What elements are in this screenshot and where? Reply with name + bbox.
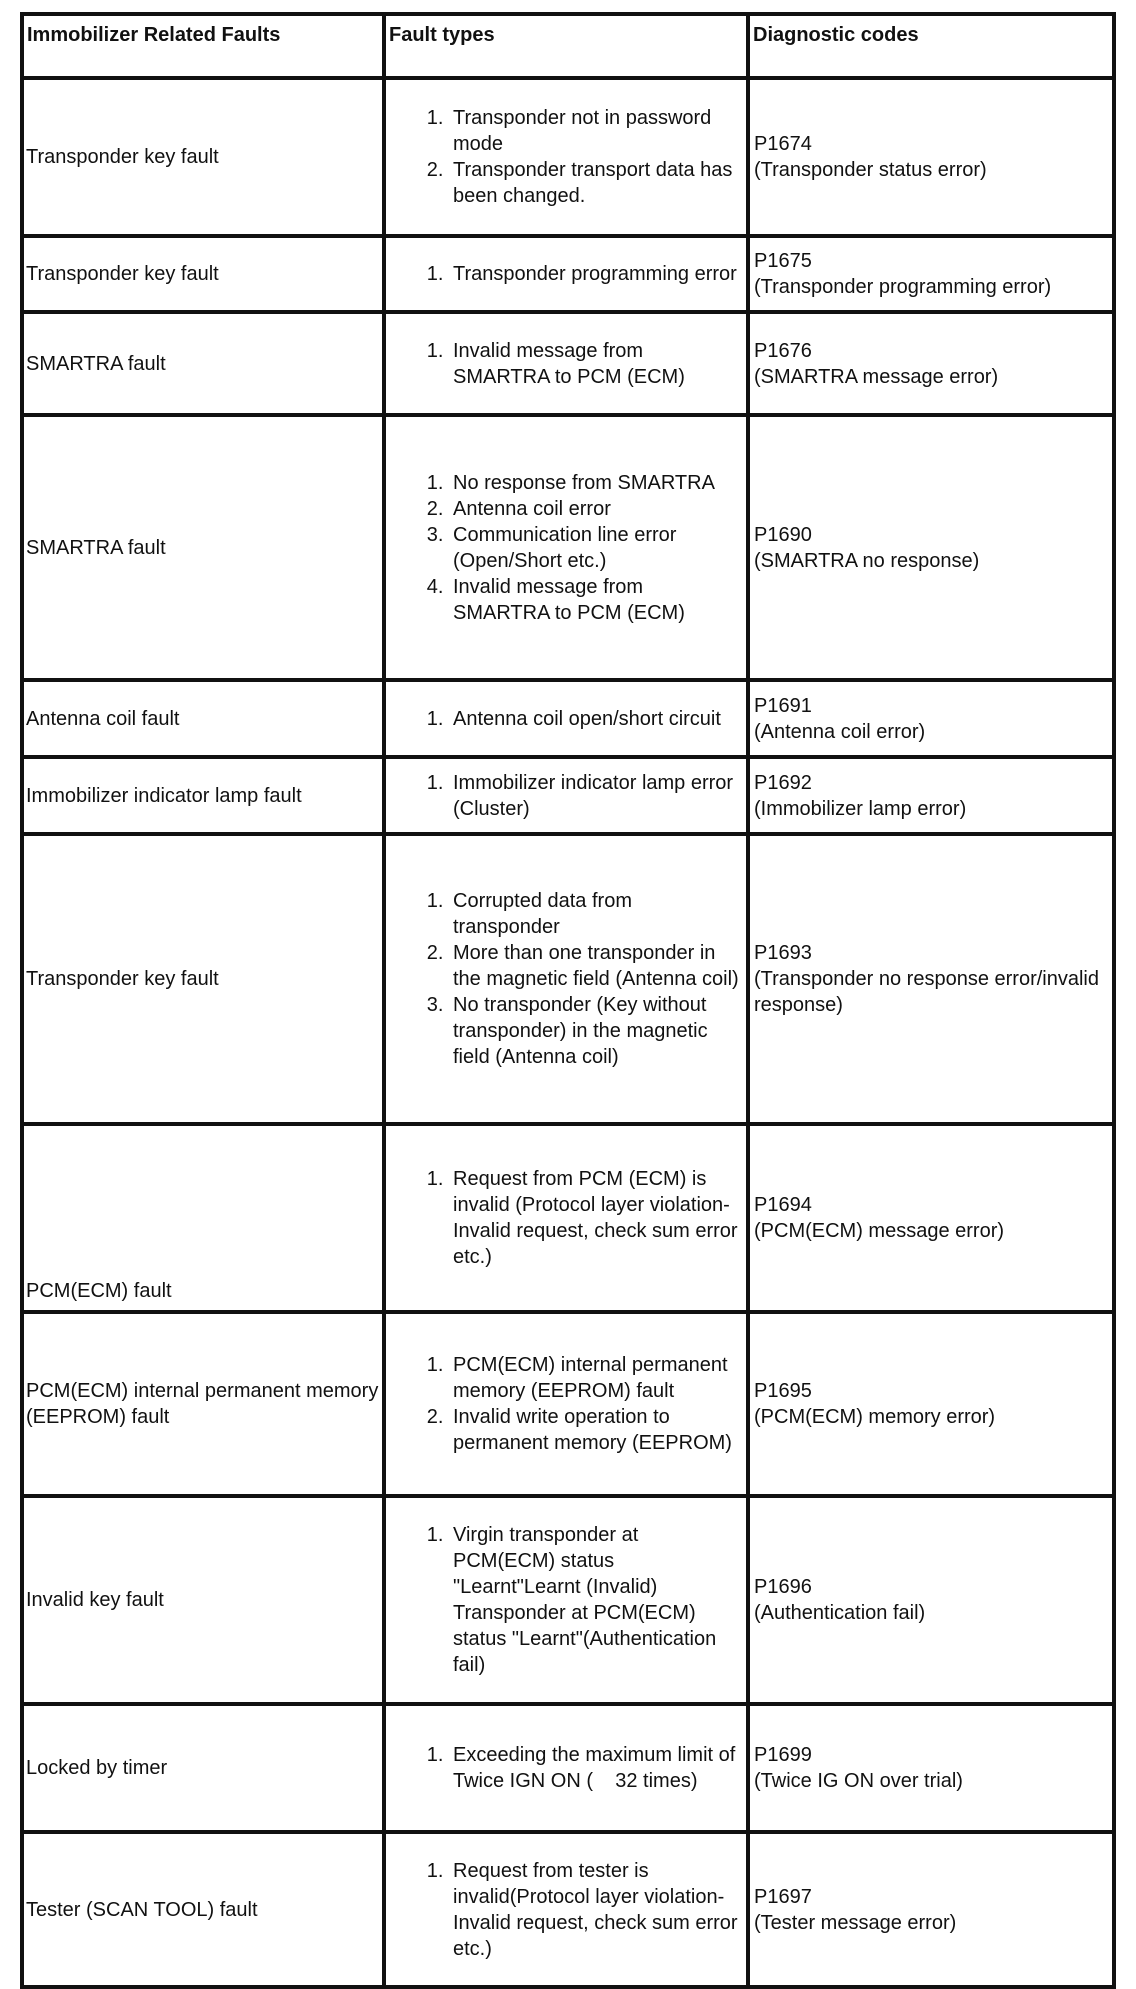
- code-description: (Transponder programming error): [754, 276, 1052, 298]
- code-value: P1699: [754, 1744, 812, 1766]
- table-row: [22, 415, 1114, 680]
- code-description: (SMARTRA no response): [754, 549, 980, 572]
- fault-type-item: 1. Request from tester is invalid(Protocol layer violation- Invalid request, check sum error etc.): [449, 1858, 743, 1962]
- fault-name: Invalid key fault: [22, 1496, 384, 1704]
- fault-type-item: 4. Invalid message from SMARTRA to PCM (ECM): [449, 574, 743, 626]
- code-value: P1690: [754, 523, 812, 546]
- code-description: (SMARTRA message error): [754, 365, 999, 388]
- fault-types: [384, 1832, 748, 1987]
- code-description: (Immobilizer lamp error): [754, 797, 967, 820]
- table-row: [22, 834, 1114, 1124]
- diagnostic-code: [748, 834, 1114, 1124]
- code-value: P1696: [754, 1576, 812, 1598]
- header-fault-types: Fault types: [384, 14, 748, 78]
- table-row: [22, 757, 1114, 834]
- fault-name: Transponder key fault: [22, 834, 384, 1124]
- code-value: P1693: [754, 942, 812, 964]
- code-value: P1695: [754, 1380, 812, 1402]
- diagnostic-code: [748, 415, 1114, 680]
- code-description: (Antenna coil error): [754, 720, 926, 743]
- code-value: P1692: [754, 771, 812, 794]
- fault-types: [384, 1704, 748, 1832]
- fault-name: Transponder key fault: [22, 78, 384, 236]
- table-row: [22, 1704, 1114, 1832]
- header-faults: Immobilizer Related Faults: [22, 14, 384, 78]
- diagnostic-code: [748, 680, 1114, 757]
- fault-types: [384, 415, 748, 680]
- fault-types: [384, 312, 748, 415]
- fault-name: SMARTRA fault: [22, 415, 384, 680]
- fault-type-item: 1. Virgin transponder at PCM(ECM) status "Learnt"Learnt (Invalid) Transponder at PCM(ECM) status "Learnt"(Authentication fail): [449, 1522, 743, 1678]
- table-row: [22, 1124, 1114, 1312]
- fault-type-item: 1. Antenna coil open/short circuit: [449, 706, 743, 732]
- table-row: [22, 680, 1114, 757]
- fault-name: PCM(ECM) fault: [22, 1124, 384, 1312]
- fault-type-item: 1. Transponder not in password mode: [449, 105, 743, 157]
- fault-type-item: 2. Antenna coil error: [449, 496, 743, 522]
- fault-name: PCM(ECM) internal permanent memory (EEPROM) fault: [22, 1312, 384, 1496]
- fault-name: Transponder key fault: [22, 236, 384, 312]
- fault-types: [384, 78, 748, 236]
- fault-types: [384, 1312, 748, 1496]
- code-value: P1691: [754, 694, 812, 717]
- code-description: (PCM(ECM) memory error): [754, 1406, 996, 1428]
- code-description: (Authentication fail): [754, 1602, 926, 1624]
- fault-type-item: 1. Invalid message from SMARTRA to PCM (ECM): [449, 338, 743, 390]
- fault-type-item: 3. No transponder (Key without transponder) in the magnetic field (Antenna coil): [449, 992, 743, 1070]
- fault-types: [384, 1124, 748, 1312]
- table-row: [22, 1832, 1114, 1987]
- fault-types: [384, 834, 748, 1124]
- diagnostic-code: [748, 757, 1114, 834]
- code-value: P1675: [754, 250, 812, 272]
- fault-name: Antenna coil fault: [22, 680, 384, 757]
- diagnostic-code: [748, 1124, 1114, 1312]
- fault-type-item: 1. No response from SMARTRA: [449, 470, 743, 496]
- diagnostic-code: [748, 236, 1114, 312]
- code-description: (Transponder no response error/invalid response): [754, 968, 1099, 1016]
- code-value: P1674: [754, 133, 812, 155]
- header-row: [22, 14, 1114, 78]
- fault-types: [384, 757, 748, 834]
- code-value: P1697: [754, 1885, 812, 1908]
- fault-type-item: 2. Invalid write operation to permanent memory (EEPROM): [449, 1404, 743, 1456]
- code-description: (Twice IG ON over trial): [754, 1770, 963, 1792]
- immobilizer-fault-table: [20, 12, 1116, 1989]
- fault-type-item: 1. Exceeding the maximum limit of Twice IGN ON ( 32 times): [449, 1742, 743, 1794]
- fault-type-item: 2. Transponder transport data has been changed.: [449, 157, 743, 209]
- diagnostic-code: [748, 312, 1114, 415]
- code-value: P1694: [754, 1194, 812, 1216]
- diagnostic-code: [748, 1832, 1114, 1987]
- diagnostic-code: [748, 1312, 1114, 1496]
- fault-type-item: 1. Immobilizer indicator lamp error (Cluster): [449, 770, 743, 822]
- fault-types: [384, 680, 748, 757]
- code-description: (PCM(ECM) message error): [754, 1220, 1005, 1242]
- fault-type-item: 2. More than one transponder in the magnetic field (Antenna coil): [449, 940, 743, 992]
- code-description: (Tester message error): [754, 1911, 957, 1934]
- table-row: [22, 236, 1114, 312]
- diagnostic-code: [748, 1496, 1114, 1704]
- header-diagnostic-codes: Diagnostic codes: [748, 14, 1114, 78]
- fault-type-item: 1. Request from PCM (ECM) is invalid (Protocol layer violation- Invalid request, check sum error etc.): [449, 1166, 743, 1270]
- fault-name: Immobilizer indicator lamp fault: [22, 757, 384, 834]
- diagnostic-code: [748, 1704, 1114, 1832]
- fault-type-item: 1. PCM(ECM) internal permanent memory (EEPROM) fault: [449, 1352, 743, 1404]
- fault-type-item: 3. Communication line error (Open/Short etc.): [449, 522, 743, 574]
- table-row: [22, 78, 1114, 236]
- code-value: P1676: [754, 339, 812, 362]
- fault-type-item: 1. Transponder programming error: [449, 261, 743, 287]
- table-row: [22, 1312, 1114, 1496]
- fault-types: [384, 1496, 748, 1704]
- table-row: [22, 1496, 1114, 1704]
- fault-name: SMARTRA fault: [22, 312, 384, 415]
- table-row: [22, 312, 1114, 415]
- code-description: (Transponder status error): [754, 159, 987, 181]
- fault-name: Tester (SCAN TOOL) fault: [22, 1832, 384, 1987]
- fault-types: [384, 236, 748, 312]
- diagnostic-code: [748, 78, 1114, 236]
- fault-name: Locked by timer: [22, 1704, 384, 1832]
- fault-type-item: 1. Corrupted data from transponder: [449, 888, 743, 940]
